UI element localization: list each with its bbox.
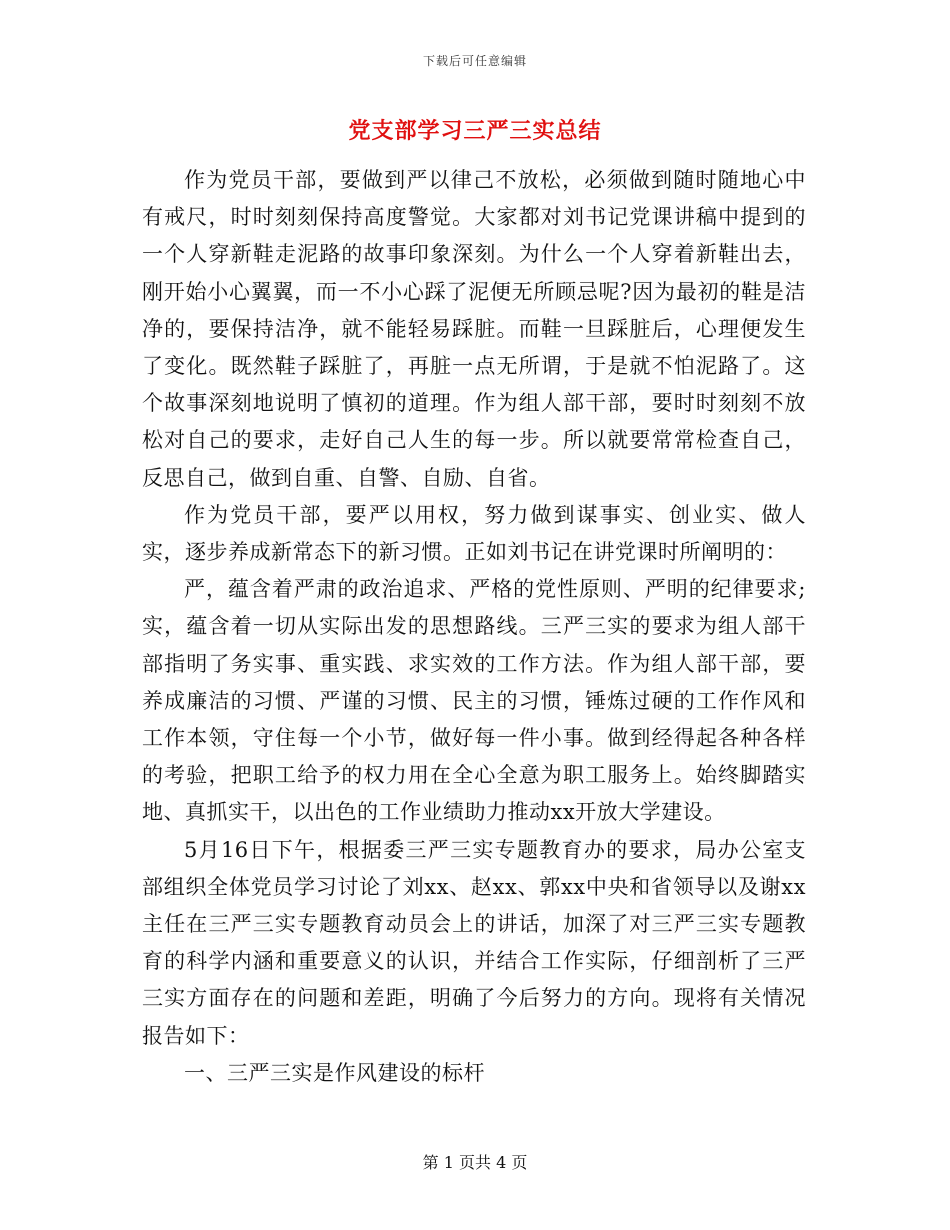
page-number: 第 1 页共 4 页 <box>422 1153 528 1172</box>
paragraph-2: 作为党员干部，要严以用权，努力做到谋事实、创业实、做人实，逐步养成新常态下的新习惯。正如刘书记在讲党课时所阐明的： <box>142 502 806 565</box>
paragraph-4: 5月16日下午，根据委三严三实专题教育办的要求，局办公室支部组织全体党员学习讨论了刘xx、赵xx、郭xx中央和省领导以及谢xx主任在三严三实专题教育动员会上的讲话，加深了对三严三实专题教育的科学内涵和重要意义的认识，并结合工作实际，仔细剖析了三严三实方面存在的问题和差距，明确了今后努力的方向。现将有关情况报告如下： <box>142 837 806 1048</box>
paragraph-1: 作为党员干部，要做到严以律己不放松，必须做到随时随地心中有戒尺，时时刻刻保持高度警觉。大家都对刘书记党课讲稿中提到的一个人穿新鞋走泥路的故事印象深刻。为什么一个人穿着新鞋出去，刚开始小心翼翼，而一不小心踩了泥便无所顾忌呢?因为最初的鞋是洁净的，要保持洁净，就不能轻易踩脏。而鞋一旦踩脏后，心理便发生了变化。既然鞋子踩脏了，再脏一点无所谓，于是就不怕泥路了。这个故事深刻地说明了慎初的道理。作为组人部干部，要时时刻刻不放松对自己的要求，走好自己人生的每一步。所以就要常常检查自己，反思自己，做到自重、自警、自励、自省。 <box>142 168 806 490</box>
paragraph-3: 严，蕴含着严肃的政治追求、严格的党性原则、严明的纪律要求;实，蕴含着一切从实际出发的思想路线。三严三实的要求为组人部干部指明了务实事、重实践、求实效的工作方法。作为组人部干部，要养成廉洁的习惯、严谨的习惯、民主的习惯，锤炼过硬的工作作风和工作本领，守住每一个小节，做好每一件小事。做到经得起各种各样的考验，把职工给予的权力用在全心全意为职工服务上。始终脚踏实地、真抓实干，以出色的工作业绩助力推动xx开放大学建设。 <box>142 577 806 825</box>
document-title: 党支部学习三严三实总结 <box>348 118 602 144</box>
header-note: 下载后可任意编辑 <box>422 54 527 68</box>
section-heading-1: 一、三严三实是作风建设的标杆 <box>184 1060 485 1085</box>
document-body <box>142 162 806 1092</box>
